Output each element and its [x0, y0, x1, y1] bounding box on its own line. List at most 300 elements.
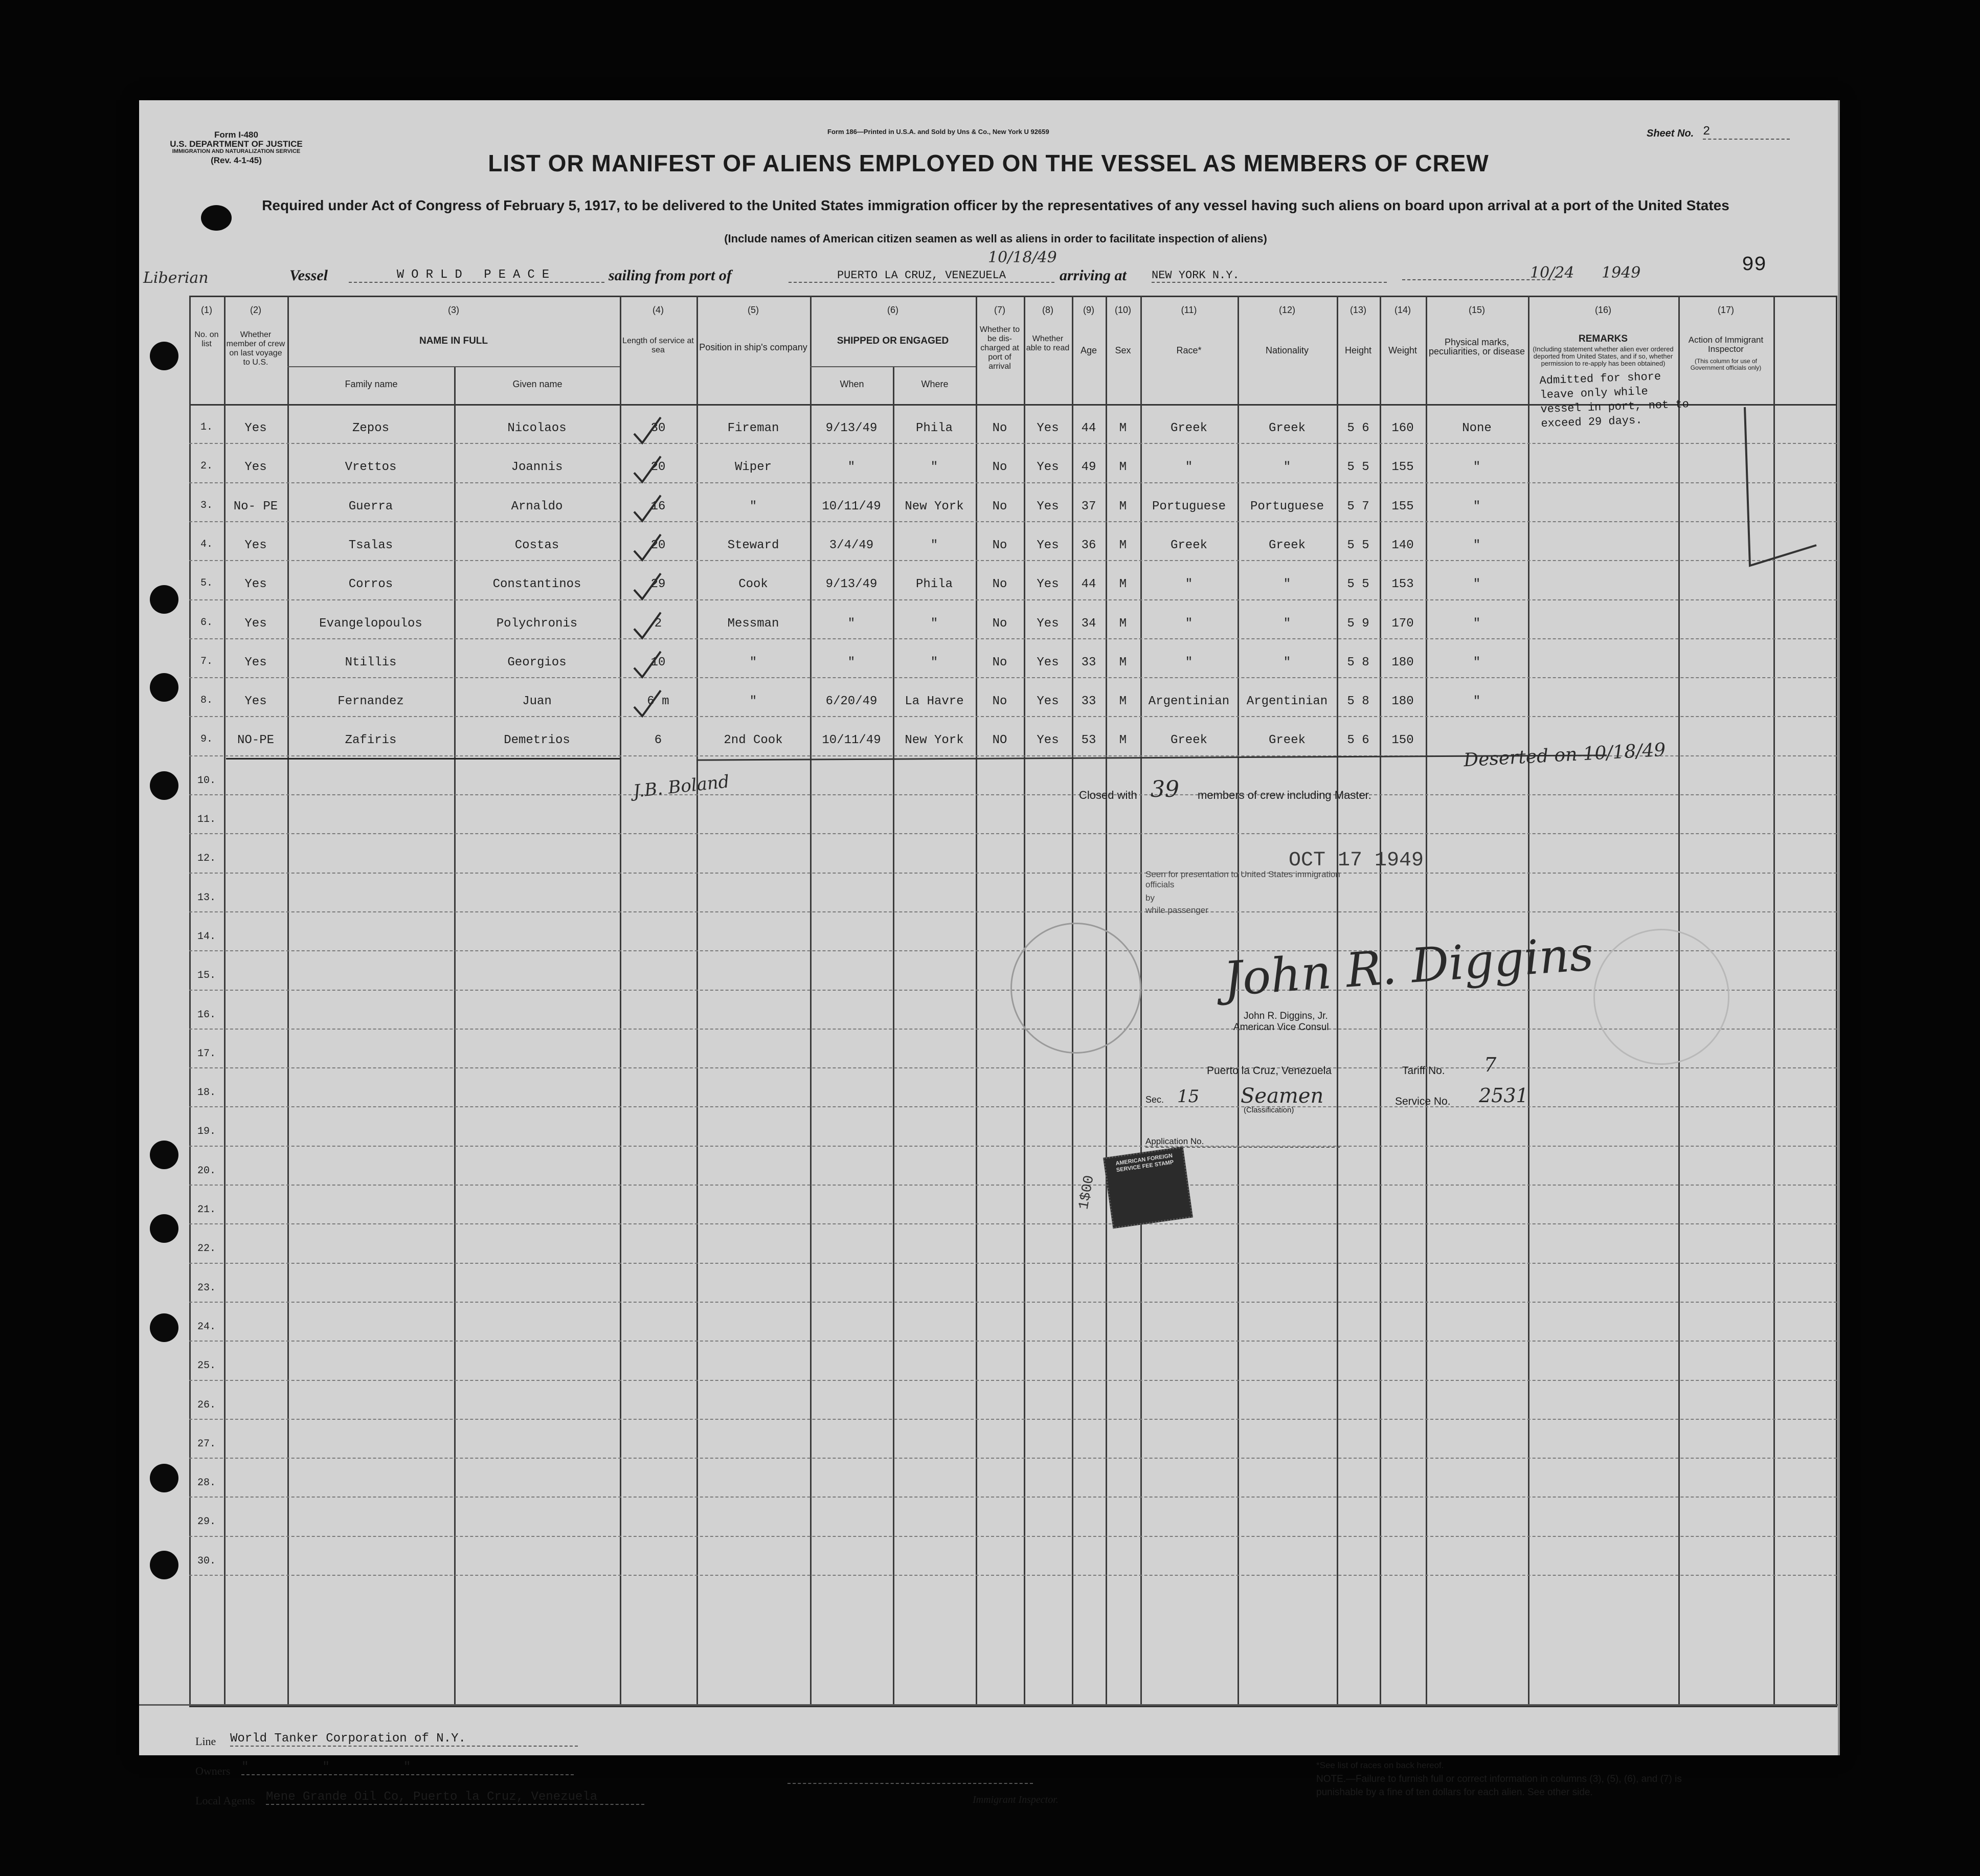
cell-height: 5 6: [1347, 421, 1369, 435]
cell-sex: M: [1119, 421, 1127, 435]
cell-where: ": [930, 538, 938, 552]
agents-value: Mene Grande Oil Co, Puerto la Cruz, Venezuela: [266, 1790, 644, 1805]
cell-marks: ": [1473, 577, 1481, 592]
cell-family: Vrettos: [345, 460, 397, 475]
col16-number: (16): [1594, 305, 1611, 315]
consul-name: John R. Diggins, Jr.: [1244, 1011, 1328, 1021]
cell-given: Arnaldo: [511, 499, 563, 513]
sheet-label: Sheet No.: [1647, 128, 1694, 139]
punch-hole: [150, 1464, 178, 1492]
cell-marks: ": [1473, 538, 1481, 552]
cell-no: 8.: [200, 695, 213, 707]
punch-hole: [150, 1313, 178, 1342]
row-rule: [189, 794, 1837, 795]
where-header: Where: [921, 379, 949, 389]
cell-where: ": [930, 655, 938, 669]
cell-prior: No- PE: [233, 499, 278, 513]
row-number: 30.: [197, 1555, 216, 1567]
col1-header: No. on list: [194, 330, 219, 348]
col2-header: Whether member of crew on last voyage to U.S.: [226, 330, 285, 367]
cell-sex: M: [1119, 577, 1127, 592]
remarks-note: Admitted for shore leave only while vessel in port, not to exceed 29 days.: [1539, 370, 1690, 431]
cell-height: 5 8: [1347, 655, 1369, 669]
bracket-mark: [1735, 402, 1821, 571]
page-edge: [1838, 100, 1840, 1755]
col8-header: Whether able to read: [1026, 334, 1070, 352]
cell-read: Yes: [1037, 460, 1059, 475]
col12-number: (12): [1278, 305, 1295, 315]
application-label: Application No.: [1145, 1136, 1340, 1148]
col8-number: (8): [1042, 305, 1053, 315]
manifest-title: LIST OR MANIFEST OF ALIENS EMPLOYED ON THE VESSEL AS MEMBERS OF CREW: [488, 150, 1489, 176]
cell-prior: NO-PE: [237, 733, 274, 748]
row-rule: [189, 677, 1837, 678]
cell-age: 44: [1081, 421, 1096, 435]
cell-family: Zafiris: [345, 733, 397, 748]
row-number: 19.: [197, 1126, 216, 1138]
cell-where: ": [930, 616, 938, 631]
cell-nationality: Greek: [1268, 733, 1306, 748]
row-number: 11.: [197, 814, 216, 825]
cell-weight: 155: [1391, 499, 1414, 513]
cell-when: 3/4/49: [829, 538, 874, 552]
cell-prior: Yes: [244, 577, 267, 592]
cell-read: Yes: [1037, 577, 1059, 592]
manifest-subnote: (Include names of American citizen seamen as well as aliens in order to facilitate inspection of aliens): [724, 232, 1267, 245]
closed-count: 39: [1151, 776, 1179, 802]
cell-read: Yes: [1037, 421, 1059, 435]
row-number: 16.: [197, 1009, 216, 1021]
row-rule: [189, 1497, 1837, 1498]
cell-nationality: ": [1283, 460, 1291, 475]
family-name-header: Family name: [345, 379, 398, 389]
row-rule: [189, 1185, 1837, 1186]
row-number: 15.: [197, 970, 216, 982]
col11-number: (11): [1181, 305, 1197, 315]
cell-weight: 153: [1391, 577, 1414, 592]
cell-service: 2: [654, 616, 662, 631]
cell-given: Nicolaos: [507, 421, 567, 435]
cell-race: Portuguese: [1152, 499, 1226, 513]
cell-service: 16: [650, 499, 666, 513]
cell-family: Guerra: [348, 499, 393, 513]
punch-hole: [150, 1551, 178, 1579]
form-revision: (Rev. 4-1-45): [211, 155, 262, 165]
cell-nationality: Greek: [1268, 421, 1306, 435]
cell-weight: 140: [1391, 538, 1414, 552]
cell-given: Polychronis: [496, 616, 578, 631]
tariff-number: 7: [1484, 1054, 1497, 1076]
cell-no: 6.: [200, 616, 213, 629]
row-number: 22.: [197, 1243, 216, 1255]
cell-weight: 160: [1391, 421, 1414, 435]
cell-race: ": [1185, 655, 1193, 669]
col14-number: (14): [1394, 305, 1411, 315]
closed-label: Closed with: [1079, 789, 1137, 801]
cell-age: 33: [1081, 695, 1096, 709]
cell-nationality: ": [1283, 616, 1291, 631]
cell-discharge: No: [992, 577, 1007, 592]
punch-hole: [150, 1214, 178, 1243]
cell-service: 30: [650, 421, 666, 435]
row-rule: [189, 1341, 1837, 1342]
cell-height: 5 8: [1347, 695, 1369, 709]
cell-weight: 150: [1391, 733, 1414, 748]
cell-no: 5.: [200, 577, 213, 590]
col5-number: (5): [748, 305, 759, 315]
cell-read: Yes: [1037, 538, 1059, 552]
col2-number: (2): [250, 305, 261, 315]
cell-when: 6/20/49: [825, 695, 878, 709]
service-number: 2531: [1479, 1084, 1528, 1107]
classification-label: (Classification): [1244, 1106, 1294, 1114]
row-rule: [189, 1223, 1837, 1224]
row-number: 27.: [197, 1438, 216, 1450]
cell-weight: 155: [1391, 460, 1414, 475]
punch-hole: [150, 342, 178, 370]
col11-header: Race*: [1176, 345, 1202, 355]
cell-race: Greek: [1170, 421, 1207, 435]
row-rule: [189, 1263, 1837, 1264]
consul-signature: John R. Diggins: [1222, 926, 1595, 1007]
cell-prior: Yes: [244, 655, 267, 669]
punch-hole: [150, 673, 178, 702]
row-rule: [189, 638, 1837, 639]
cell-nationality: ": [1283, 577, 1291, 592]
sailing-label: sailing from port of: [609, 267, 732, 284]
manifest-sheet: [139, 100, 1838, 1807]
row-number: 20.: [197, 1165, 216, 1177]
cell-service: 6: [654, 733, 662, 748]
col9-header: Age: [1080, 345, 1097, 355]
cell-discharge: No: [992, 499, 1007, 513]
row-rule: [189, 1029, 1837, 1030]
cell-when: ": [847, 616, 856, 631]
margin-note: Liberian: [143, 269, 209, 287]
inspector-label: Immigrant Inspector.: [973, 1794, 1059, 1805]
cell-prior: Yes: [244, 695, 267, 709]
cell-height: 5 5: [1347, 538, 1369, 552]
cell-discharge: No: [992, 538, 1007, 552]
col17-number: (17): [1717, 305, 1734, 315]
row-rule: [189, 521, 1837, 522]
line-value: World Tanker Corporation of N.Y.: [230, 1732, 578, 1747]
sub-header-line: [810, 366, 976, 367]
cell-prior: Yes: [244, 460, 267, 475]
punch-hole: [150, 1141, 178, 1169]
cell-marks: ": [1473, 655, 1481, 669]
cell-sex: M: [1119, 538, 1127, 552]
cell-nationality: Greek: [1268, 538, 1306, 552]
cell-age: 36: [1081, 538, 1096, 552]
row-number: 23.: [197, 1282, 216, 1294]
cell-height: 5 5: [1347, 460, 1369, 475]
cell-given: Demetrios: [504, 733, 570, 748]
cell-marks: ": [1473, 695, 1481, 709]
cell-where: ": [930, 460, 938, 475]
cell-when: ": [847, 655, 856, 669]
row-number: 28.: [197, 1477, 216, 1489]
row-number: 13.: [197, 891, 216, 904]
owners-label: Owners: [195, 1765, 231, 1777]
row-rule: [189, 911, 1837, 912]
service-name: IMMIGRATION AND NATURALIZATION SERVICE: [172, 148, 301, 154]
cell-height: 5 5: [1347, 577, 1369, 592]
footer-divider: [139, 1704, 1838, 1706]
cell-marks: ": [1473, 499, 1481, 513]
cell-position: Wiper: [734, 460, 772, 475]
col7-header: Whether to be dis-charged at port of arrival: [979, 325, 1020, 371]
arrival-year: 1949: [1602, 264, 1641, 282]
cell-read: Yes: [1037, 616, 1059, 631]
cell-sex: M: [1119, 616, 1127, 631]
col15-number: (15): [1468, 305, 1485, 315]
sheet-number: 2: [1703, 125, 1790, 140]
consul-title: American Vice Consul: [1233, 1022, 1329, 1033]
row-rule: [189, 1106, 1837, 1107]
cell-when: ": [847, 460, 856, 475]
agents-label: Local Agents: [195, 1794, 255, 1807]
stamp-seen: Seen for presentation to United States immigration officials: [1145, 869, 1340, 889]
row-rule: [189, 1419, 1837, 1420]
when-header: When: [840, 379, 864, 389]
cell-race: ": [1185, 616, 1193, 631]
line-label: Line: [195, 1735, 216, 1748]
owners-value: " " ": [241, 1760, 574, 1775]
cell-sex: M: [1119, 695, 1127, 709]
row-rule: [189, 482, 1837, 483]
cell-given: Constantinos: [492, 577, 581, 592]
cell-position: Cook: [738, 577, 768, 592]
cell-discharge: No: [992, 421, 1007, 435]
cell-height: 5 7: [1347, 499, 1369, 513]
cell-prior: Yes: [244, 421, 267, 435]
handwritten-departure-date: 10/18/49: [988, 249, 1057, 266]
cell-race: Argentinian: [1148, 695, 1230, 709]
punch-hole: [150, 771, 178, 800]
cell-family: Tsalas: [348, 538, 393, 552]
cell-no: 1.: [200, 421, 213, 433]
cell-where: New York: [905, 499, 964, 513]
cell-race: ": [1185, 577, 1193, 592]
sec-number: 15: [1177, 1086, 1200, 1107]
cell-read: Yes: [1037, 733, 1059, 748]
cell-age: 49: [1081, 460, 1096, 475]
row-number: 24.: [197, 1321, 216, 1333]
cell-when: 9/13/49: [825, 577, 878, 592]
cell-position: ": [749, 695, 757, 709]
col6-number: (6): [887, 305, 898, 315]
cell-prior: Yes: [244, 616, 267, 631]
cell-marks: None: [1462, 421, 1492, 435]
punch-hole: [150, 585, 178, 614]
cell-discharge: No: [992, 695, 1007, 709]
col-line: [1528, 296, 1529, 1704]
cell-age: 34: [1081, 616, 1096, 631]
cell-where: La Havre: [905, 695, 964, 709]
sub-header-line: [287, 366, 620, 367]
classification-value: Seamen: [1241, 1084, 1324, 1108]
cell-given: Costas: [514, 538, 559, 552]
row-rule: [189, 833, 1837, 834]
form-number: Form I-480: [214, 130, 258, 140]
cell-height: 5 9: [1347, 616, 1369, 631]
cell-height: 5 6: [1347, 733, 1369, 748]
cell-no: 9.: [200, 733, 213, 746]
cell-position: ": [749, 499, 757, 513]
cell-sex: M: [1119, 733, 1127, 748]
cell-when: 10/11/49: [822, 733, 881, 748]
col10-header: Sex: [1115, 345, 1131, 355]
closed-suffix: members of crew including Master.: [1198, 789, 1371, 801]
row-rule: [189, 599, 1837, 600]
service-label: Service No.: [1395, 1096, 1451, 1107]
col13-header: Height: [1344, 345, 1372, 355]
cell-family: Zepos: [352, 421, 389, 435]
cell-service: 20: [650, 538, 666, 552]
cell-service: 29: [650, 577, 666, 592]
inspector-signature-line: [788, 1783, 1033, 1784]
stamp-by: by: [1145, 893, 1155, 903]
row-rule: [189, 443, 1837, 444]
row-rule: [189, 1067, 1837, 1068]
row-number: 14.: [197, 930, 216, 943]
races-note: *See list of races on back hereof.: [1316, 1760, 1444, 1770]
consul-place: Puerto la Cruz, Venezuela: [1207, 1065, 1332, 1077]
strikethrough-line: [226, 758, 620, 760]
row-number: 21.: [197, 1204, 216, 1216]
manifest-subtitle: Required under Act of Congress of February 5, 1917, to be delivered to the United States immigration officer by the representatives of any vessel having such aliens on board upon arrival at a port of the United States: [262, 197, 1729, 213]
embossed-seal: [1593, 929, 1729, 1065]
col16-subheader: (Including statement whether alien ever ordered deported from United States, and if so, whether permission to re-apply has been obtained): [1533, 345, 1674, 367]
row-rule: [189, 1536, 1837, 1537]
row-rule: [189, 873, 1837, 874]
cell-race: Greek: [1170, 733, 1207, 748]
cell-where: New York: [905, 733, 964, 748]
vessel-name: WORLD PEACE: [349, 268, 604, 283]
cell-sex: M: [1119, 499, 1127, 513]
cell-discharge: NO: [992, 733, 1007, 748]
cell-position: Steward: [727, 538, 779, 552]
row-number: 17.: [197, 1047, 216, 1060]
departure-port: PUERTO LA CRUZ, VENEZUELA: [789, 269, 1054, 283]
col15-header: Physical marks, peculiarities, or disease: [1428, 337, 1525, 356]
row-rule: [189, 1146, 1837, 1147]
cell-marks: ": [1473, 460, 1481, 475]
cell-family: Ntillis: [345, 655, 397, 669]
cell-service: 10: [650, 655, 666, 669]
given-name-header: Given name: [512, 379, 562, 389]
printer-note: Form 186—Printed in U.S.A. and Sold by Uns & Co., New York U 92659: [827, 128, 1049, 136]
cell-race: ": [1185, 460, 1193, 475]
row-rule: [189, 560, 1837, 561]
cell-weight: 170: [1391, 616, 1414, 631]
cell-race: Greek: [1170, 538, 1207, 552]
cell-position: Fireman: [727, 421, 779, 435]
department-name: U.S. DEPARTMENT OF JUSTICE: [170, 139, 303, 149]
cell-family: Fernandez: [338, 695, 404, 709]
fee-stamp: [1103, 1147, 1193, 1229]
col7-number: (7): [994, 305, 1005, 315]
cell-sex: M: [1119, 655, 1127, 669]
col13-number: (13): [1349, 305, 1366, 315]
cell-no: 7.: [200, 655, 213, 667]
cell-age: 44: [1081, 577, 1096, 592]
col4-header: Length of service at sea: [622, 337, 694, 354]
row-number: 26.: [197, 1399, 216, 1411]
cell-read: Yes: [1037, 695, 1059, 709]
cell-read: Yes: [1037, 499, 1059, 513]
cell-given: Juan: [522, 695, 552, 709]
cell-given: Georgios: [507, 655, 567, 669]
cell-no: 2.: [200, 460, 213, 473]
cell-marks: ": [1473, 616, 1481, 631]
cell-position: ": [749, 655, 757, 669]
cell-position: 2nd Cook: [724, 733, 783, 748]
row-number: 10.: [197, 774, 216, 787]
cell-position: Messman: [727, 616, 779, 631]
col6-header: SHIPPED OR ENGAGED: [837, 336, 949, 346]
cell-discharge: No: [992, 616, 1007, 631]
col3-header: NAME IN FULL: [419, 336, 488, 346]
row-rule: [189, 716, 1837, 717]
col5-header: Position in ship's company: [699, 342, 807, 352]
cell-no: 4.: [200, 538, 213, 550]
cell-discharge: No: [992, 460, 1007, 475]
cell-family: Evangelopoulos: [319, 616, 422, 631]
cell-when: 9/13/49: [825, 421, 878, 435]
initials: J.B. Boland: [632, 771, 731, 802]
row-rule: [189, 1302, 1837, 1303]
cell-service: 6 m: [647, 695, 669, 709]
cell-nationality: Portuguese: [1250, 499, 1324, 513]
col17-header: Action of Immigrant Inspector: [1688, 335, 1764, 354]
cell-age: 37: [1081, 499, 1096, 513]
cell-weight: 180: [1391, 655, 1414, 669]
tariff-label: Tariff No.: [1402, 1065, 1445, 1077]
stamp-date: OCT 17 1949: [1289, 849, 1424, 872]
row-number: 29.: [197, 1516, 216, 1528]
col1-number: (1): [201, 305, 212, 315]
arrival-date: 10/24: [1530, 264, 1574, 282]
col3-number: (3): [448, 305, 459, 315]
row-number: 12.: [197, 853, 216, 865]
cell-read: Yes: [1037, 655, 1059, 669]
cell-where: Phila: [915, 421, 953, 435]
arriving-label: arriving at: [1060, 267, 1127, 284]
cell-service: 20: [650, 460, 666, 475]
cell-age: 53: [1081, 733, 1096, 748]
row-rule: [189, 1575, 1837, 1576]
col-line: [454, 366, 456, 1704]
col17-subheader: (This column for use of Government officials only): [1690, 358, 1762, 371]
col12-header: Nationality: [1265, 345, 1309, 355]
col14-header: Weight: [1388, 345, 1417, 355]
row-number: 18.: [197, 1087, 216, 1099]
row-number: 25.: [197, 1360, 216, 1372]
cell-sex: M: [1119, 460, 1127, 475]
stamp-while: while passenger: [1145, 905, 1208, 915]
cell-age: 33: [1081, 655, 1096, 669]
vessel-label: Vessel: [289, 267, 328, 284]
cell-nationality: Argentinian: [1246, 695, 1328, 709]
cell-family: Corros: [348, 577, 393, 592]
row-rule: [189, 1380, 1837, 1381]
col9-number: (9): [1083, 305, 1094, 315]
cell-no: 3.: [200, 499, 213, 511]
cell-discharge: No: [992, 655, 1007, 669]
desertion-note: Deserted on 10/18/49: [1463, 739, 1667, 771]
